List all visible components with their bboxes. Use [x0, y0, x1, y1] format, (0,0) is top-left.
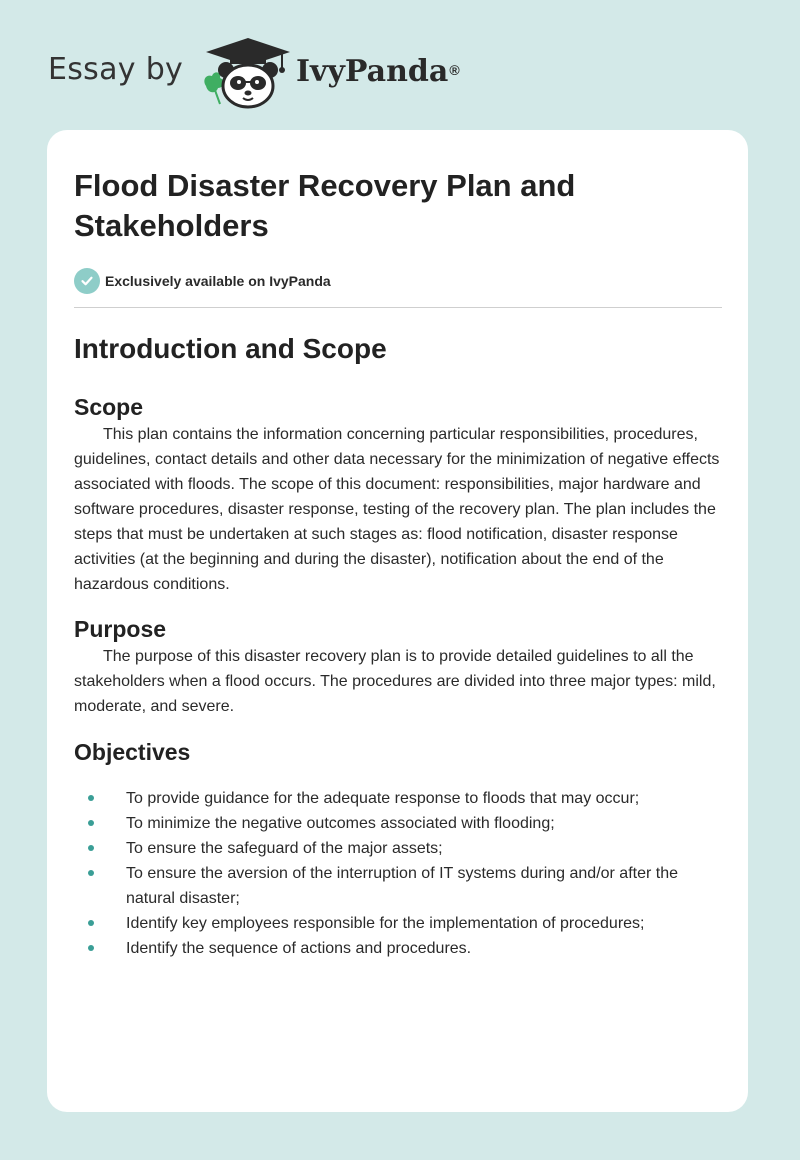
page-title: Flood Disaster Recovery Plan and Stakeholders [74, 168, 576, 243]
list-item [74, 936, 722, 961]
bullet-icon [88, 845, 94, 851]
list-item [74, 836, 722, 861]
objective-text: Identify key employees responsible for the implementation of procedures; [126, 915, 645, 932]
objective-text: To ensure the aversion of the interruption of IT systems during and/or after the natural disaster; [126, 865, 679, 907]
site-header [0, 0, 800, 120]
exclusive-badge [74, 268, 722, 294]
objective-text: To ensure the safeguard of the major assets; [126, 840, 443, 857]
objective-text: Identify the sequence of actions and procedures. [126, 940, 472, 957]
objectives-heading: Objectives [74, 739, 191, 765]
bullet-icon [88, 920, 94, 926]
brand-name: IvyPanda [296, 54, 449, 89]
list-item [74, 786, 722, 811]
purpose-paragraph: The purpose of this disaster recovery plan is to provide detailed guidelines to all the stakeholders when a flood occurs. The procedures are divided into three major types: mild, moderate, and severe. [74, 648, 716, 715]
check-circle-icon [74, 268, 100, 294]
essay-by-label: Essay by [48, 52, 184, 87]
purpose-heading: Purpose [74, 616, 167, 642]
exclusive-badge-text: Exclusively available on IvyPanda [105, 273, 331, 289]
panda-graduation-cap-icon[interactable] [200, 34, 296, 110]
list-item [74, 911, 722, 936]
list-item [74, 861, 722, 911]
scope-heading: Scope [74, 394, 144, 420]
ivypanda-brand[interactable] [296, 52, 460, 92]
bullet-icon [88, 820, 94, 826]
list-item [74, 811, 722, 836]
objective-text: To provide guidance for the adequate response to floods that may occur; [126, 790, 640, 807]
scope-paragraph: This plan contains the information concerning particular responsibilities, procedures, guidelines, contact details and other data necessary for the minimization of negative effects associated with floods. The scope of this document: responsibilities, major hardware and software procedures, disaster response, testing of the recovery plan. The plan includes the steps that must be undertaken at such stages as: flood notification, disaster response activities (at the beginning and during the disaster), notification about the end of the hazardous conditions. [74, 426, 720, 593]
objectives-list [74, 786, 722, 961]
bullet-icon [88, 870, 94, 876]
bullet-icon [88, 795, 94, 801]
essay-card [47, 130, 748, 1112]
section-heading: Introduction and Scope [74, 333, 387, 364]
bullet-icon [88, 945, 94, 951]
objective-text: To minimize the negative outcomes associated with flooding; [126, 815, 555, 832]
title-divider [74, 307, 722, 308]
registered-mark: ® [449, 62, 460, 78]
